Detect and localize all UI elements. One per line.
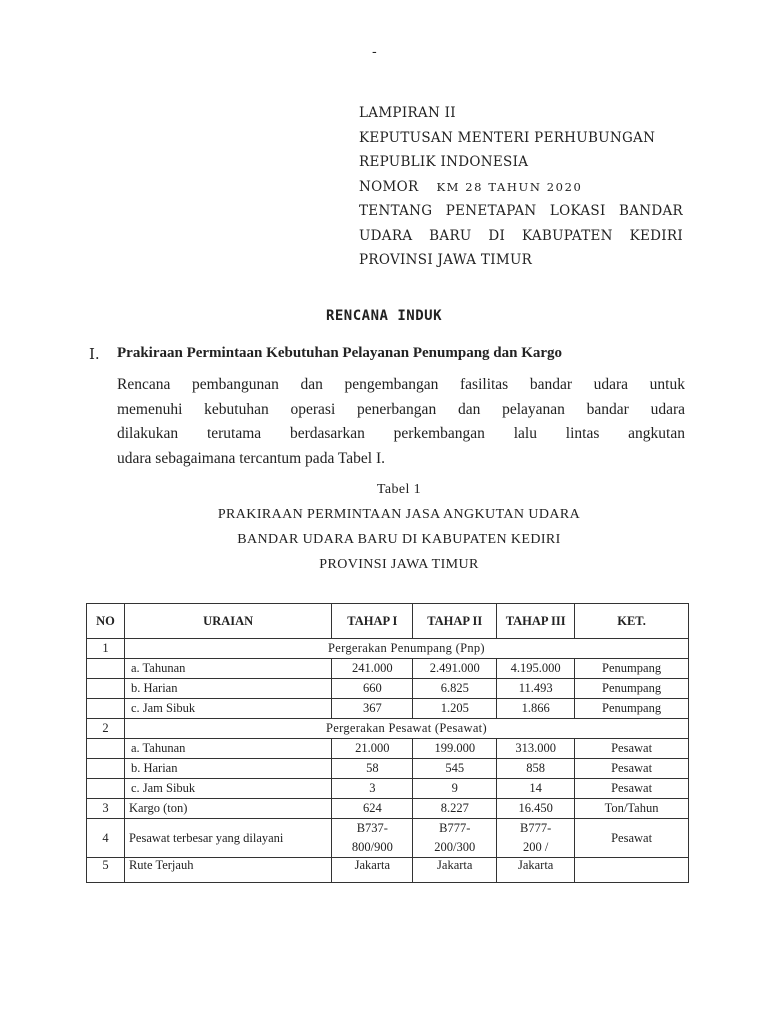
row-label: a. Tahunan (124, 659, 331, 679)
header-no: NO (87, 604, 125, 639)
row-number: 2 (87, 719, 125, 739)
lampiran-block (359, 101, 683, 273)
nomor-value: KM 28 TAHUN 2020 (436, 179, 583, 194)
row-number (87, 759, 125, 779)
paragraph-line: dilakukan terutama berdasarkan perkembangan lalu lintas angkutan (117, 425, 685, 442)
table-row (87, 779, 689, 799)
row-number (87, 699, 125, 719)
nomor-line (359, 175, 683, 200)
tahap-3-value: 1.866 (497, 699, 575, 719)
row-number: 3 (87, 799, 125, 819)
row-number (87, 679, 125, 699)
table-row (87, 679, 689, 699)
tahap-2-value: 545 (413, 759, 497, 779)
ket-value: Penumpang (575, 699, 689, 719)
section-title: Prakiraan Permintaan Kebutuhan Pelayanan Penumpang dan Kargo (117, 345, 563, 361)
tahap-1-value: Jakarta (332, 858, 413, 883)
row-label: Kargo (ton) (124, 799, 331, 819)
ket-value: Pesawat (575, 759, 689, 779)
tahap-2-line-2: 200/300 (434, 840, 476, 854)
tahap-3-value: 11.493 (497, 679, 575, 699)
group-title: Pergerakan Penumpang (Pnp) (124, 639, 688, 659)
page-marker: - (372, 44, 377, 60)
tahap-1-line-1: B737- (356, 821, 388, 835)
tahap-2-value: Jakarta (413, 858, 497, 883)
lampiran-line: LAMPIRAN II (359, 105, 456, 121)
tahap-1-value: 624 (332, 799, 413, 819)
tahap-1-value: 3 (332, 779, 413, 799)
header-tahap-1: TAHAP I (332, 604, 413, 639)
table-row (87, 759, 689, 779)
tahap-2-value: 199.000 (413, 739, 497, 759)
tahap-3-line-1: B777- (520, 821, 552, 835)
tahap-2-value: 2.491.000 (413, 659, 497, 679)
table-label: Tabel 1 (376, 482, 422, 497)
table-row (87, 819, 689, 858)
header-ket: KET. (575, 604, 689, 639)
tahap-1-value: 660 (332, 679, 413, 699)
ket-value: Pesawat (575, 819, 689, 858)
document-heading: RENCANA INDUK (325, 308, 443, 324)
ket-value (575, 858, 689, 883)
nomor-label: NOMOR (359, 178, 419, 195)
tahap-1-value: 241.000 (332, 659, 413, 679)
tentang-line-1: TENTANG PENETAPAN LOKASI BANDAR (359, 203, 683, 219)
tahap-2-value (413, 819, 497, 858)
ket-value: Pesawat (575, 779, 689, 799)
table-row (87, 858, 689, 883)
ket-value: Pesawat (575, 739, 689, 759)
tahap-1-line-2: 800/900 (351, 840, 393, 854)
republik-line: REPUBLIK INDONESIA (359, 154, 529, 170)
header-uraian: URAIAN (124, 604, 331, 639)
row-label: c. Jam Sibuk (124, 699, 331, 719)
paragraph-line: memenuhi kebutuhan operasi penerbangan dan pelayanan bandar udara (117, 400, 685, 418)
tahap-2-value: 9 (413, 779, 497, 799)
row-label: Pesawat terbesar yang dilayani (124, 819, 331, 858)
table-row (87, 799, 689, 819)
keputusan-line: KEPUTUSAN MENTERI PERHUBUNGAN (359, 129, 656, 146)
tahap-3-value: 14 (497, 779, 575, 799)
row-label: a. Tahunan (124, 739, 331, 759)
tahap-1-value: 58 (332, 759, 413, 779)
header-tahap-2: TAHAP II (413, 604, 497, 639)
section-number: I. (89, 345, 100, 363)
demand-forecast-table (86, 603, 689, 883)
header-tahap-3: TAHAP III (497, 604, 575, 639)
row-number: 1 (87, 639, 125, 659)
tahap-3-value: 16.450 (497, 799, 575, 819)
tahap-3-value: 4.195.000 (497, 659, 575, 679)
table-row (87, 719, 689, 739)
table-row (87, 739, 689, 759)
table-caption-line-2: BANDAR UDARA BARU DI KABUPATEN KEDIRI (237, 532, 561, 547)
tahap-1-value: 21.000 (332, 739, 413, 759)
row-number: 4 (87, 819, 125, 858)
table-caption-line-3: PROVINSI JAWA TIMUR (319, 557, 479, 572)
tahap-3-value: Jakarta (497, 858, 575, 883)
tahap-1-value (332, 819, 413, 858)
section-paragraph (117, 373, 685, 471)
table-caption-line-1: PRAKIRAAN PERMINTAAN JASA ANGKUTAN UDARA (217, 507, 581, 522)
tahap-3-line-2: 200 / (522, 840, 549, 854)
paragraph-line: udara sebagaimana tercantum pada Tabel I. (117, 449, 386, 467)
tahap-3-value: 313.000 (497, 739, 575, 759)
tentang-line-3: PROVINSI JAWA TIMUR (359, 252, 533, 268)
ket-value: Penumpang (575, 659, 689, 679)
tahap-1-value: 367 (332, 699, 413, 719)
ket-value: Ton/Tahun (575, 799, 689, 819)
tahap-2-value: 6.825 (413, 679, 497, 699)
row-number: 5 (87, 858, 125, 883)
tahap-3-value (497, 819, 575, 858)
tahap-2-line-1: B777- (439, 821, 471, 835)
ket-value: Penumpang (575, 679, 689, 699)
paragraph-line: Rencana pembangunan dan pengembangan fasilitas bandar udara untuk (117, 376, 685, 393)
row-label: b. Harian (124, 679, 331, 699)
tentang-line-2: UDARA BARU DI KABUPATEN KEDIRI (359, 227, 683, 244)
row-number (87, 739, 125, 759)
row-label: b. Harian (124, 759, 331, 779)
tahap-2-value: 8.227 (413, 799, 497, 819)
row-label: Rute Terjauh (124, 858, 331, 883)
tahap-2-value: 1.205 (413, 699, 497, 719)
row-number (87, 659, 125, 679)
table-row (87, 639, 689, 659)
group-title: Pergerakan Pesawat (Pesawat) (124, 719, 688, 739)
table-row (87, 659, 689, 679)
table-row (87, 699, 689, 719)
row-number (87, 779, 125, 799)
table-header-row (87, 604, 689, 639)
row-label: c. Jam Sibuk (124, 779, 331, 799)
tahap-3-value: 858 (497, 759, 575, 779)
